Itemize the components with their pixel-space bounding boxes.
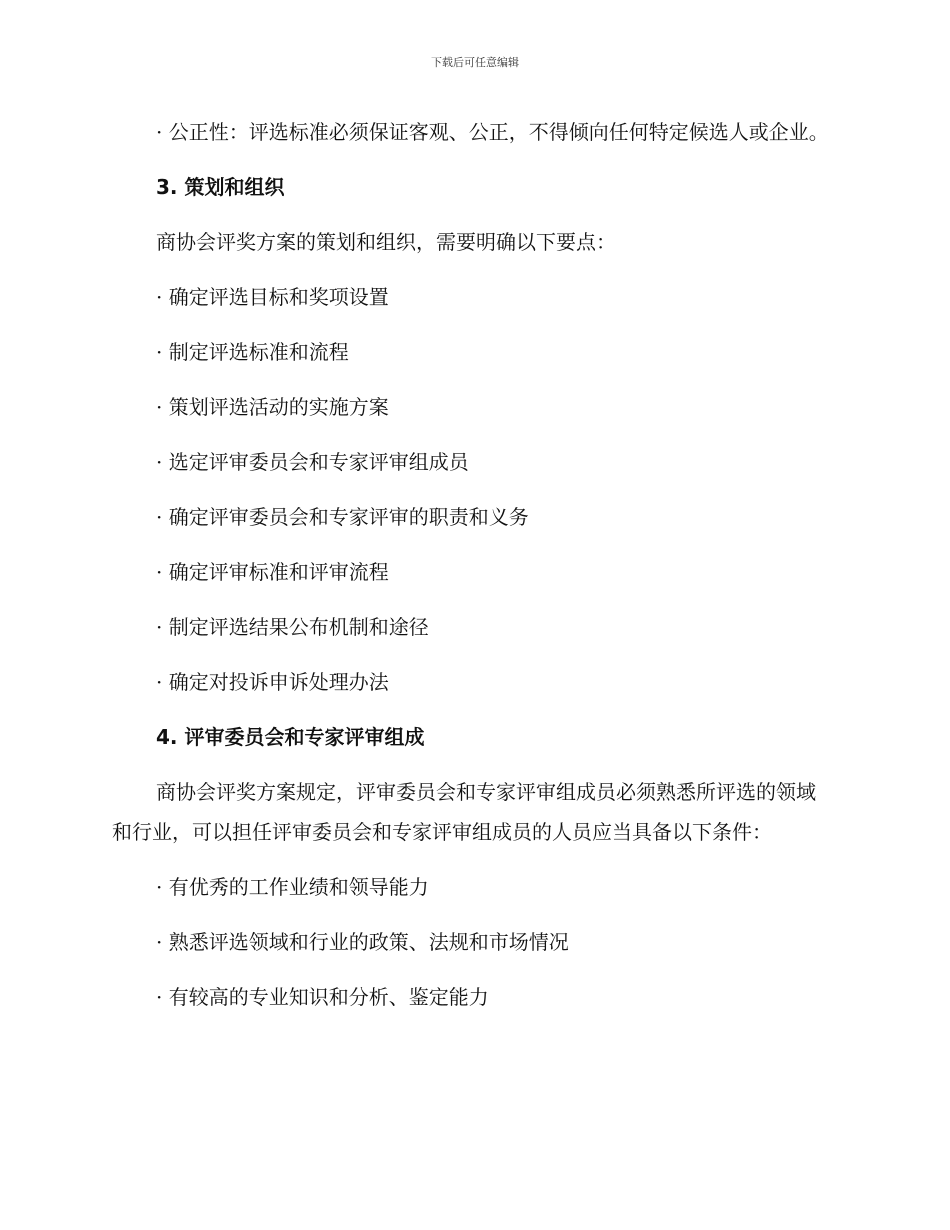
list-item: · 确定评选目标和奖项设置 (156, 285, 389, 309)
list-item: · 确定评审委员会和专家评审的职责和义务 (156, 505, 529, 529)
paragraph-committee-intro: 商协会评奖方案规定，评审委员会和专家评审组成员必须熟悉所评选的领域和行业，可以担任评审委员会和专家评审组成员的人员应当具备以下条件： (112, 780, 816, 844)
document-body (112, 112, 832, 1032)
list-item: · 熟悉评选领域和行业的政策、法规和市场情况 (156, 930, 569, 954)
list-item: · 制定评选标准和流程 (156, 340, 349, 364)
list-item: · 制定评选结果公布机制和途径 (156, 615, 429, 639)
list-item: · 有优秀的工作业绩和领导能力 (156, 875, 429, 899)
section-heading-4: 4. 评审委员会和专家评审组成 (156, 725, 425, 749)
header-note: 下载后可任意编辑 (431, 56, 519, 69)
list-item: · 确定评审标准和评审流程 (156, 560, 389, 584)
list-item: · 有较高的专业知识和分析、鉴定能力 (156, 985, 489, 1009)
list-item: · 策划评选活动的实施方案 (156, 395, 389, 419)
paragraph-planning-intro: 商协会评奖方案的策划和组织，需要明确以下要点： (156, 230, 616, 254)
paragraph-fairness: · 公正性：评选标准必须保证客观、公正，不得倾向任何特定候选人或企业。 (156, 120, 829, 144)
list-item: · 选定评审委员会和专家评审组成员 (156, 450, 469, 474)
section-heading-3: 3. 策划和组织 (156, 175, 285, 199)
list-item: · 确定对投诉申诉处理办法 (156, 670, 389, 694)
